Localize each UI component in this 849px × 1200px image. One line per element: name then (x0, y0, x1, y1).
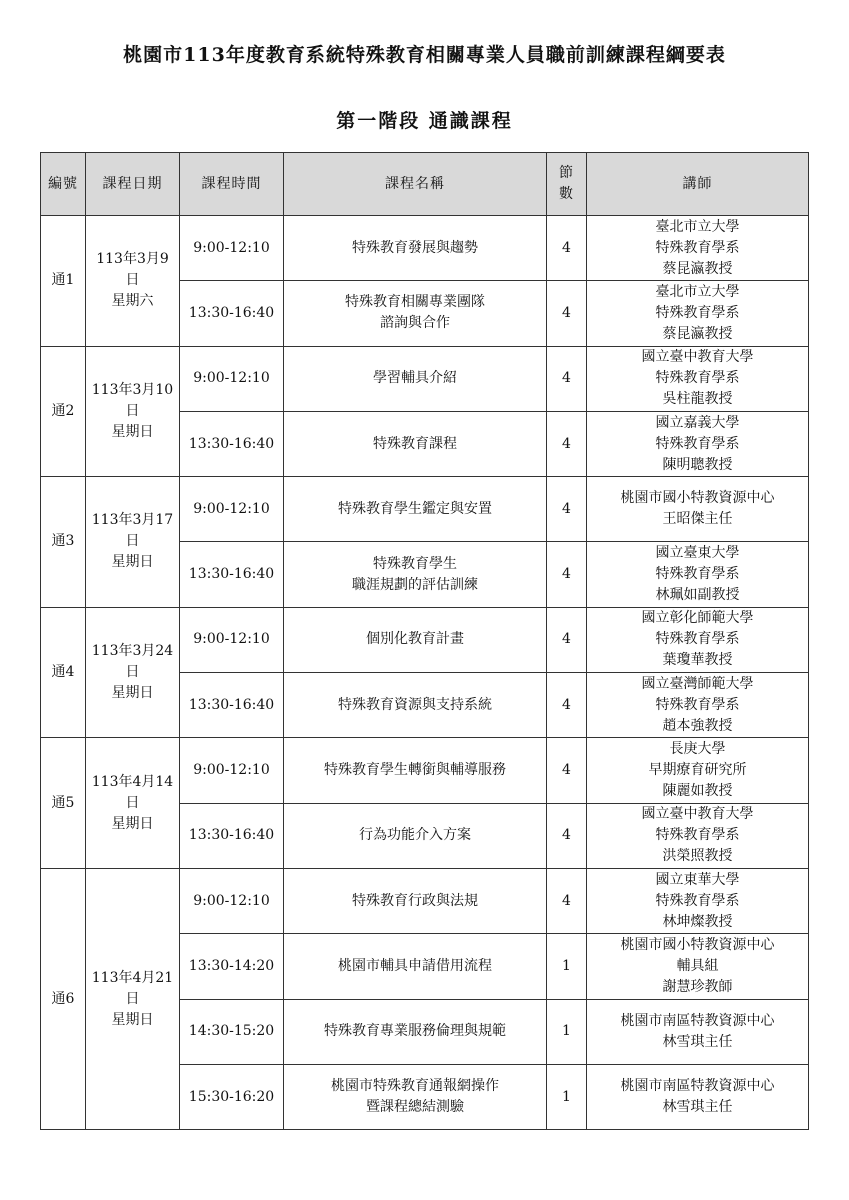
course-date-line: 星期日 (111, 815, 154, 832)
course-time: 15:30-16:20 (180, 1064, 284, 1129)
instructor-line: 林珮如副教授 (655, 587, 740, 604)
header-code: 編號 (41, 153, 86, 216)
table-header-row (41, 153, 809, 216)
instructor-line: 葉瓊華教授 (662, 652, 733, 669)
course-name-line: 桃園市特殊教育通報網操作 (331, 1078, 499, 1094)
course-instructor (587, 803, 809, 868)
course-time: 13:30-16:40 (180, 673, 284, 738)
course-instructor (587, 477, 809, 542)
course-name (284, 542, 547, 607)
instructor-line: 林雪琪主任 (662, 1099, 733, 1115)
course-date (86, 607, 180, 738)
course-date-line: 113年4月21 (91, 969, 174, 986)
course-date-line: 113年3月9 (96, 251, 169, 268)
course-instructor (587, 542, 809, 607)
course-sessions: 1 (547, 934, 587, 999)
course-time: 9:00-12:10 (180, 216, 284, 281)
course-date-line: 113年3月17 (91, 512, 174, 529)
course-sessions: 4 (547, 673, 587, 738)
instructor-line: 國立東華大學 (655, 871, 740, 888)
table-row (41, 477, 809, 542)
course-instructor (587, 999, 809, 1064)
instructor-line: 特殊教育學系 (655, 566, 740, 583)
header-sessions (547, 153, 587, 216)
instructor-line: 桃園市南區特教資源中心 (620, 1078, 775, 1094)
instructor-line: 洪榮照教授 (662, 848, 733, 865)
instructor-line: 蔡昆瀛教授 (662, 260, 733, 277)
course-name-line: 職涯規劃的評估訓練 (352, 576, 478, 593)
table-body (41, 216, 809, 1130)
course-name-line: 特殊教育學生 (373, 555, 457, 572)
instructor-line: 桃園市國小特教資源中心 (620, 936, 775, 953)
instructor-line: 謝慧珍教師 (662, 978, 733, 995)
course-name-line: 個別化教育計畫 (366, 631, 464, 648)
instructor-line: 特殊教育學系 (655, 435, 740, 452)
course-name (284, 1064, 547, 1129)
course-sessions: 4 (547, 346, 587, 411)
course-time: 13:30-16:40 (180, 542, 284, 607)
instructor-line: 臺北市立大學 (655, 283, 740, 300)
course-code: 通1 (41, 216, 86, 347)
instructor-line: 林雪琪主任 (662, 1033, 733, 1050)
course-name (284, 868, 547, 933)
course-date-line: 日 (125, 402, 140, 419)
header-instructor: 講師 (587, 153, 809, 216)
instructor-line: 吳柱龍教授 (662, 391, 733, 408)
course-sessions: 1 (547, 999, 587, 1064)
table-row (41, 868, 809, 933)
course-sessions: 4 (547, 607, 587, 672)
course-date-line: 113年3月10 (91, 381, 174, 398)
course-sessions: 4 (547, 281, 587, 346)
instructor-line: 桃園市南區特教資源中心 (620, 1012, 775, 1029)
course-time: 9:00-12:10 (180, 346, 284, 411)
course-schedule-table (40, 152, 809, 1130)
course-date-line: 星期日 (111, 1011, 154, 1028)
course-time: 13:30-14:20 (180, 934, 284, 999)
course-name (284, 999, 547, 1064)
instructor-line: 特殊教育學系 (655, 631, 740, 648)
instructor-line: 國立臺灣師範大學 (641, 675, 754, 692)
course-name-line: 暨課程總結測驗 (366, 1099, 464, 1115)
course-name-line: 特殊教育發展與趨勢 (352, 239, 478, 256)
instructor-line: 國立臺中教育大學 (641, 349, 754, 366)
course-date-line: 星期日 (111, 554, 154, 571)
course-name-line: 特殊教育學生轉銜與輔導服務 (324, 762, 506, 779)
course-sessions: 4 (547, 216, 587, 281)
document-subtitle: 第一階段 通識課程 (336, 110, 513, 132)
course-date-line: 星期六 (111, 293, 154, 310)
instructor-line: 長庚大學 (669, 741, 726, 758)
course-name-line: 特殊教育課程 (373, 435, 457, 452)
course-instructor (587, 281, 809, 346)
instructor-line: 陳明聰教授 (662, 456, 733, 473)
course-date-line: 113年3月24 (91, 643, 174, 660)
instructor-line: 早期療育研究所 (648, 762, 747, 779)
course-name-line: 桃園市輔具申請借用流程 (338, 957, 492, 974)
course-name (284, 346, 547, 411)
instructor-line: 臺北市立大學 (655, 218, 740, 235)
course-instructor (587, 411, 809, 476)
instructor-line: 國立臺東大學 (655, 545, 740, 562)
course-name (284, 216, 547, 281)
header-time: 課程時間 (180, 153, 284, 216)
course-name-line: 特殊教育行政與法規 (352, 892, 478, 909)
instructor-line: 特殊教育學系 (655, 827, 740, 844)
course-name-line: 特殊教育學生鑑定與安置 (338, 500, 492, 517)
course-name (284, 738, 547, 803)
course-date-line: 日 (125, 272, 140, 289)
course-date-line: 日 (125, 664, 140, 681)
course-time: 13:30-16:40 (180, 281, 284, 346)
course-instructor (587, 934, 809, 999)
instructor-line: 蔡昆瀛教授 (662, 325, 733, 342)
header-sessions-line: 數 (559, 186, 574, 202)
course-code: 通6 (41, 868, 86, 1129)
course-date (86, 477, 180, 608)
course-name-line: 特殊教育資源與支持系統 (338, 696, 492, 713)
course-name (284, 803, 547, 868)
course-name-line: 特殊教育相關專業團隊 (345, 294, 485, 311)
course-name (284, 607, 547, 672)
course-time: 14:30-15:20 (180, 999, 284, 1064)
course-instructor (587, 607, 809, 672)
course-sessions: 4 (547, 542, 587, 607)
course-name (284, 411, 547, 476)
course-instructor (587, 346, 809, 411)
header-sessions-line: 節 (559, 165, 574, 181)
course-name (284, 673, 547, 738)
course-name-line: 諮詢與合作 (380, 315, 450, 332)
course-date-line: 日 (125, 794, 140, 811)
course-date (86, 738, 180, 869)
table-row (41, 607, 809, 672)
course-sessions: 1 (547, 1064, 587, 1129)
instructor-line: 特殊教育學系 (655, 370, 740, 387)
instructor-line: 國立彰化師範大學 (641, 610, 754, 627)
course-name-line: 學習輔具介紹 (373, 370, 457, 387)
course-code: 通3 (41, 477, 86, 608)
course-instructor (587, 868, 809, 933)
instructor-line: 特殊教育學系 (655, 304, 740, 321)
instructor-line: 國立嘉義大學 (655, 414, 740, 431)
course-date-line: 113年4月14 (91, 773, 174, 790)
course-code: 通5 (41, 738, 86, 869)
instructor-line: 國立臺中教育大學 (641, 806, 754, 823)
instructor-line: 趙本強教授 (662, 717, 733, 734)
instructor-line: 桃園市國小特教資源中心 (620, 490, 775, 507)
table-row (41, 346, 809, 411)
course-time: 13:30-16:40 (180, 803, 284, 868)
course-instructor (587, 1064, 809, 1129)
document-title: 桃園市113年度教育系統特殊教育相關專業人員職前訓練課程綱要表 (123, 44, 726, 66)
instructor-line: 特殊教育學系 (655, 696, 740, 713)
course-sessions: 4 (547, 803, 587, 868)
course-sessions: 4 (547, 738, 587, 803)
course-date (86, 868, 180, 1129)
course-date (86, 216, 180, 347)
course-name (284, 477, 547, 542)
course-code: 通4 (41, 607, 86, 738)
course-time: 9:00-12:10 (180, 868, 284, 933)
course-date (86, 346, 180, 477)
course-name-line: 行為功能介入方案 (359, 827, 471, 844)
table-row (41, 738, 809, 803)
course-code: 通2 (41, 346, 86, 477)
instructor-line: 王昭傑主任 (662, 511, 733, 528)
course-date-line: 星期日 (111, 423, 154, 440)
course-date-line: 日 (125, 533, 140, 550)
instructor-line: 特殊教育學系 (655, 892, 740, 909)
header-date: 課程日期 (86, 153, 180, 216)
course-sessions: 4 (547, 477, 587, 542)
header-course-name: 課程名稱 (284, 153, 547, 216)
course-time: 13:30-16:40 (180, 411, 284, 476)
course-date-line: 星期日 (111, 685, 154, 702)
course-instructor (587, 738, 809, 803)
course-instructor (587, 673, 809, 738)
course-time: 9:00-12:10 (180, 607, 284, 672)
instructor-line: 特殊教育學系 (655, 239, 740, 256)
table-row (41, 216, 809, 281)
instructor-line: 陳麗如教授 (662, 783, 733, 800)
course-time: 9:00-12:10 (180, 738, 284, 803)
course-sessions: 4 (547, 411, 587, 476)
instructor-line: 輔具組 (676, 957, 719, 974)
course-instructor (587, 216, 809, 281)
course-time: 9:00-12:10 (180, 477, 284, 542)
course-name-line: 特殊教育專業服務倫理與規範 (324, 1023, 506, 1040)
course-date-line: 日 (125, 990, 140, 1007)
course-sessions: 4 (547, 868, 587, 933)
course-name (284, 281, 547, 346)
course-name (284, 934, 547, 999)
instructor-line: 林坤燦教授 (662, 913, 733, 930)
